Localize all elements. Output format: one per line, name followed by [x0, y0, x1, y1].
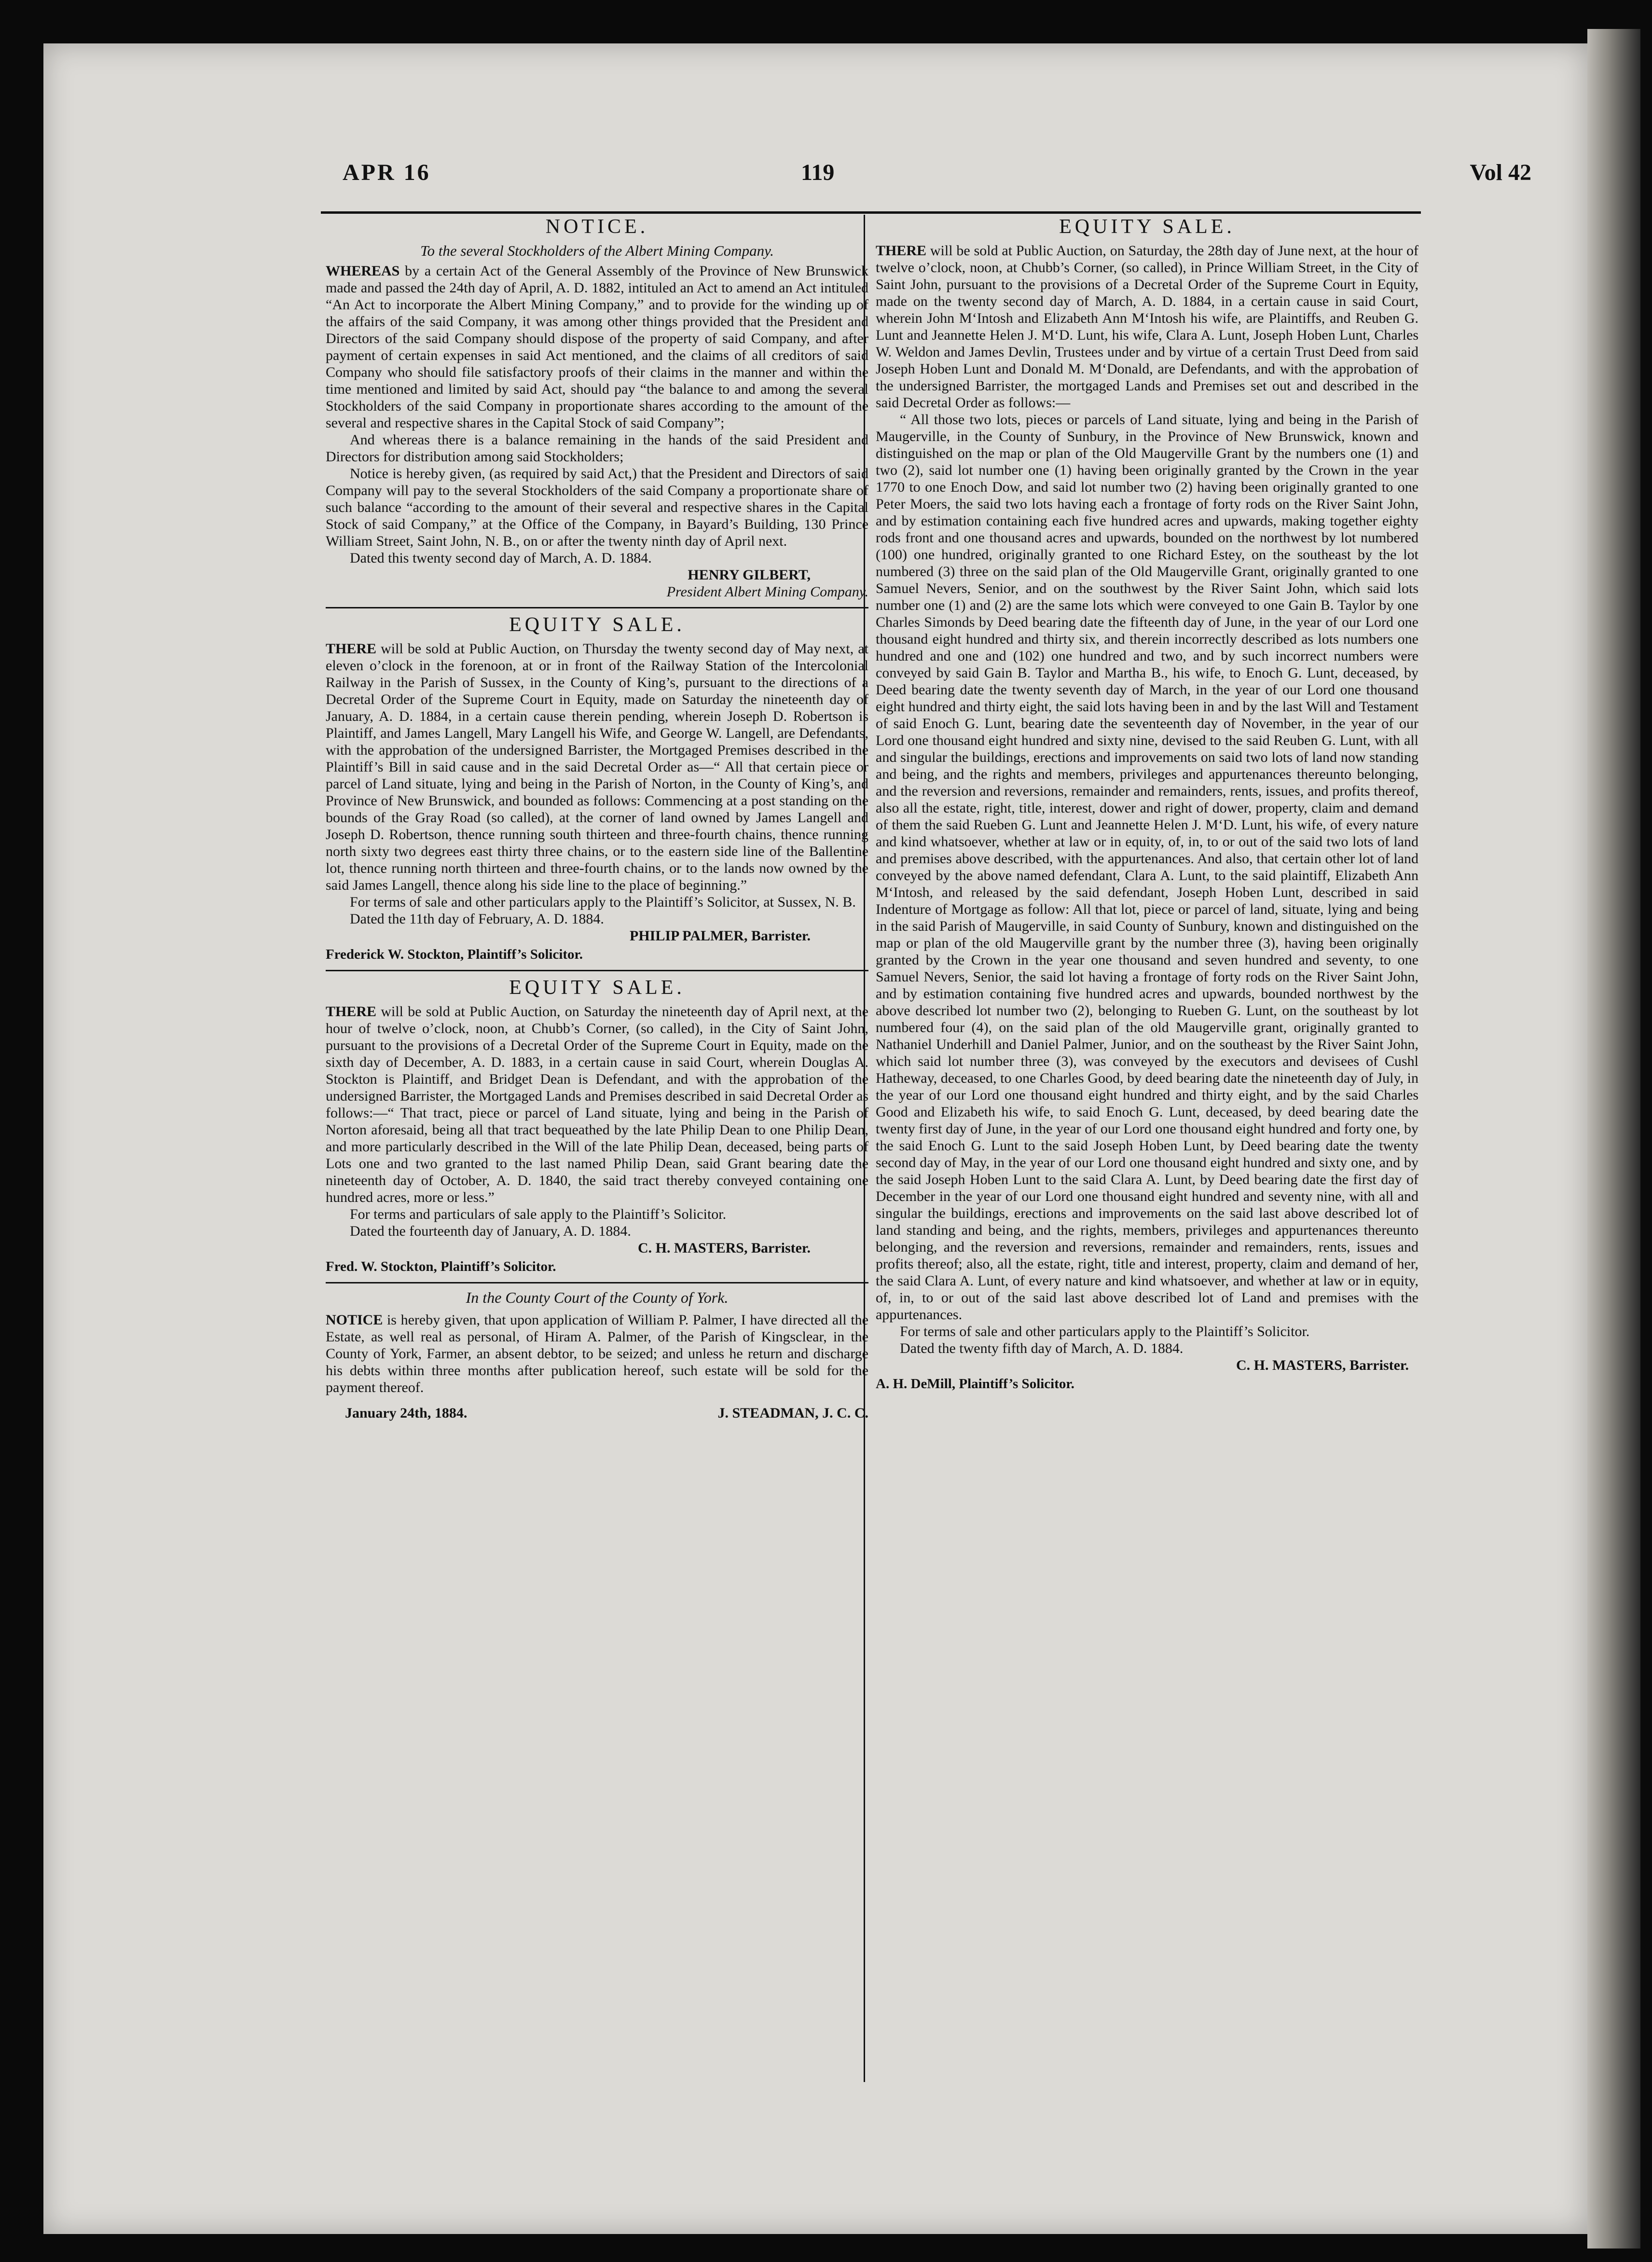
stockholders-notice	[326, 215, 868, 600]
notice-title: NOTICE.	[545, 216, 649, 238]
header-date: APR 16	[343, 160, 431, 185]
equity-title: EQUITY SALE.	[509, 614, 685, 636]
equity-sale-1	[326, 613, 868, 963]
equity-title: EQUITY SALE.	[1059, 216, 1235, 238]
page-edge	[1587, 29, 1640, 2248]
county-paragraph: NOTICE is hereby given, that upon application of William P. Palmer, I have directed all the Estate, as well real as personal, of Hiram A. Palmer, of the Parish of Kingsclear, in the County of York, Farmer, an absent debtor, to be seized; and unless he return and discharge his debts within three months after publication hereof, such estate will be sold for the payment thereof.	[326, 1312, 869, 1395]
equity-title: EQUITY SALE.	[509, 977, 685, 999]
notice-lead: WHEREAS	[326, 263, 400, 279]
equity-sale-2	[326, 976, 868, 1275]
section-divider	[326, 1282, 868, 1283]
equity-solicitor: Fred. W. Stockton, Plaintiff’s Solicitor.	[326, 1259, 556, 1274]
right-column	[876, 212, 1418, 1393]
notice-paragraph: WHEREAS by a certain Act of the General Assembly of the Province of New Brunswick made and passed the 24th day of April, A. D. 1882, intituled an Act to amend an Act intituled “An Act to incorporate the Albert Mining Company,” and to provide for the winding up of the affairs of the said Company, it was among other things provided that the President and Directors of the said Company should dispose of the property of said Company, and after payment of certain expenses in said Act mentioned, and the claims of all creditors of said Company who should file satisfactory proofs of their claims in the manner and within the time mentioned and limited by said Act, should pay “the balance to and among the several Stockholders of the said Company in proportionate shares according to the amount of the several and respective shares in the Capital Stock of said Company”;	[326, 263, 868, 431]
equity-paragraph: “ All those two lots, pieces or parcels of Land situate, lying and being in the Parish of Maugerville, in the County of Sunbury, in the Province of New Brunswick, known and distinguished on the map or plan of the Old Maugerville Grant by the numbers one (1) and two (2), said lot number one (1) having been originally granted by the Crown in the year 1770 to one Enoch Dow, and said lot number two (2) having been originally granted to one Peter Moers, the said two lots having each a frontage of forty rods on the River Saint John, and by estimation containing each five hundred acres and upwards, making together eighty rods front and one thousand acres and upwards, bounded on the northwest by lot numbered (100) one hundred, originally granted to one Richard Estey, on the southeast by the lot numbered (3) three on the said plan of the Old Maugerville Grant, originally granted to one Samuel Nevers, Senior, and on the southwest by the River Saint John, which said lots number one (1) and (2) are the same lots which were conveyed to one Gain B. Taylor by one Charles Simonds by Deed bearing date the fifteenth day of June, in the year of our Lord one thousand eight hundred and thirty six, and therein incorrectly described as lots numbers one hundred and one and (102) one hundred and two, and by such incorrect numbers were conveyed by said Gain B. Taylor and Martha B., his wife, to Enoch G. Lunt, deceased, by Deed bearing date the twenty seventh day of March, in the year of our Lord one thousand eight hundred and thirty eight, the said lots having been in and by the last Will and Testament of said Enoch G. Lunt, bearing date the seventeenth day of November, in the year of our Lord one thousand eight hundred and sixty nine, devised to the said Reuben G. Lunt, with all and singular the buildings, erections and improvements on said two lots of land now standing and being, and the rights and members, privileges and appurtenances thereunto belonging, and the reversion and reversions, remainder and remainders, rents, issues, and profits thereof, also all the estate, right, title, interest, dower and right of dower, property, claim and demand of them the said Rueben G. Lunt and Jeannette Helen J. M‘D. Lunt, his wife, of every nature and kind whatsoever, whether at law or in equity, of, in, to or out of the said two lots of land and premises above described, with the appurtenances. And also, that certain other lot of land conveyed by the above named defendant, Clara A. Lunt, to the said plaintiff, Elizabeth Ann M‘Intosh, and released by the said defendant, Joseph Hoben Lunt, described in said Indenture of Mortgage as follow: All that lot, piece or parcel of land, situate, lying and being in the said Parish of Maugerville, in said County of Sunbury, known and distinguished on the map or plan of the old Maugerville grant by the number three (3), having been originally granted by the Crown in the year one thousand and seven hundred and seventy, to one Samuel Nevers, Senior, the said lot having a frontage of forty rods on the River Saint John, and by estimation containing five hundred acres and upwards, bounded northwest by the above described lot number two (2), belonging to Rueben G. Lunt, on the southeast by lot numbered four (4), on the said plan of the old Maugerville grant, originally granted to Nathaniel Underhill and Daniel Palmer, Junior, and on the southeast by the River Saint John, which said lot number three (3), was conveyed by the executors and devisees of Cushl Hatheway, deceased, to one Charles Good, by deed bearing date the nineteenth day of July, in the year of our Lord one thousand eight hundred and thirty eight, and by the said Charles Good and Elizabeth his wife, to said Enoch G. Lunt, deceased, by deed bearing date the twenty first day of June, in the year of our Lord one thousand eight hundred and forty one, by the said Enoch G. Lunt to the said Joseph Hoben Lunt, by Deed bearing date the twenty second day of May, in the year of our Lord one thousand eight hundred and sixty one, and by the said Joseph Hoben Lunt to the said Clara A. Lunt, by Deed bearing date the first day of December in the year of our Lord one thousand eight hundred and seventy nine, with all and singular the buildings, erections and improvements on the said last above described lot of land standing and being, and the rights, members, privileges and appurtenances thereunto belonging, and the reversion and reversions, remainder and remainders, rents, issues and profits thereof; also, all the estate, right, title and interest, property, claim and demand of her, the said Clara A. Lunt, of every nature and kind whatsoever, and whether at law or in equity, of, in, to or out of the said last above described lot of Land and premises with the appurtenances.	[876, 412, 1418, 1323]
equity-solicitor: A. H. DeMill, Plaintiff’s Solicitor.	[876, 1376, 1074, 1392]
equity-paragraph: For terms of sale and other particulars apply to the Plaintiff’s Solicitor.	[900, 1324, 1310, 1339]
county-signer: J. STEADMAN, J. C. C.	[717, 1405, 868, 1421]
volume-label: Vol 42	[1470, 160, 1531, 185]
equity-solicitor: Frederick W. Stockton, Plaintiff’s Solicitor.	[326, 947, 583, 962]
notice-signer-title: President Albert Mining Company.	[666, 584, 868, 600]
equity-sale-3	[876, 215, 1418, 1393]
equity-dated: Dated the 11th day of February, A. D. 1884.	[350, 911, 604, 927]
notice-subtitle: To the several Stockholders of the Albert Mining Company.	[420, 242, 774, 259]
notice-paragraph: And whereas there is a balance remaining in the hands of the said President and Directors for distribution among said Stockholders;	[326, 432, 868, 465]
notice-dated: Dated this twenty second day of March, A. D. 1884.	[350, 550, 652, 566]
equity-paragraph: THERE will be sold at Public Auction, on Saturday the nineteenth day of April next, at the hour of twelve o’clock, noon, at Chubb’s Corner, (so called), in the City of Saint John, pursuant to the provisions of a Decretal Order of the Supreme Court in Equity, made on the sixth day of December, A. D. 1883, in a certain cause in said Court, wherein Douglas A. Stockton is Plaintiff, and Bridget Dean is Defendant, and with the approbation of the undersigned Barrister, the Mortgaged Lands and Premises described in said Decretal Order as follows:—“ That tract, piece or parcel of Land situate, lying and being in the Parish of Norton aforesaid, being all that tract bequeathed by the late Philip Dean to one Philip Dean, and more particularly described in the Will of the late Philip Dean, deceased, being parts of Lots one and two granted to the last named Philip Dean, said Grant bearing date the nineteenth day of October, A. D. 1840, the said tract thereby conveyed containing one hundred acres, more or less.”	[326, 1004, 868, 1205]
equity-paragraph: For terms and particulars of sale apply to the Plaintiff’s Solicitor.	[350, 1206, 727, 1222]
county-footer	[326, 1405, 868, 1421]
equity-paragraph: THERE will be sold at Public Auction, on Saturday, the 28th day of June next, at the hour of twelve o’clock, noon, at Chubb’s Corner, (so called), in Prince William Street, in the City of Saint John, pursuant to the provisions of a Decretal Order of the Supreme Court in Equity, made on the twenty second day of March, A. D. 1884, in a certain cause in said Court, wherein John M‘Intosh and Elizabeth Ann M‘Intosh his wife, are Plaintiffs, and Reuben G. Lunt and Jeannette Helen J. M‘D. Lunt, his wife, Clara A. Lunt, Joseph Hoben Lunt, Charles W. Weldon and James Devlin, Trustees under and by virtue of a certain Trust Deed from said Joseph Hoben Lunt and Donald M. M‘Donald, are Defendants, and with the approbation of the undersigned Barrister, the mortgaged Lands and Premises set out and described in the said Decretal Order as follows:—	[876, 243, 1419, 411]
section-divider	[326, 970, 868, 971]
equity-signer: PHILIP PALMER, Barrister.	[630, 928, 811, 944]
left-column	[326, 212, 868, 1421]
section-divider	[326, 607, 868, 608]
equity-signer: C. H. MASTERS, Barrister.	[637, 1240, 811, 1256]
notice-signer: HENRY GILBERT,	[688, 567, 811, 583]
equity-signer: C. H. MASTERS, Barrister.	[1236, 1357, 1409, 1373]
equity-dated: Dated the fourteenth day of January, A. D. 1884.	[350, 1223, 631, 1239]
equity-paragraph: For terms of sale and other particulars apply to the Plaintiff’s Solicitor, at Sussex, N. B.	[350, 894, 856, 910]
notice-paragraph: Notice is hereby given, (as required by said Act,) that the President and Directors of said Company will pay to the several Stockholders of the said Company a proportionate share of such balance “according to the amount of their several and respective shares in the Capital Stock of said Company,” at the Office of the Company, in Bayard’s Building, 130 Prince William Street, Saint John, N. B., on or after the twenty ninth day of April next.	[326, 466, 868, 549]
county-date: January 24th, 1884.	[345, 1405, 468, 1421]
page-number: 119	[801, 160, 835, 185]
county-court-notice	[326, 1288, 868, 1421]
equity-paragraph: THERE will be sold at Public Auction, on Thursday the twenty second day of May next, at eleven o’clock in the forenoon, at or in front of the Railway Station of the Intercolonial Railway in the Parish of Sussex, in the County of King’s, pursuant to the directions of a Decretal Order of the Supreme Court in Equity, made on Saturday the nineteenth day of January, A. D. 1884, in a certain cause therein pending, wherein Joseph D. Robertson is Plaintiff, and James Langell, Mary Langell his Wife, and George W. Langell, are Defendants, with the approbation of the undersigned Barrister, the Mortgaged Premises described in the Plaintiff’s Bill in said cause and in the said Decretal Order as—“ All that certain piece or parcel of Land situate, lying and being in the Parish of Norton, in the County of King’s, and Province of New Brunswick, and bounded as follows: Commencing at a post standing on the bounds of the Gray Road (so called), at the corner of land owned by James Langell and Joseph D. Robertson, thence running south thirteen and three-fourth chains, thence running north sixty two degrees east thirty three chains, or to the eastern side line of the Ballentine lot, thence running north thirteen and three-fourth chains, or to the lands now owned by the said James Langell, thence along his side line to the place of beginning.”	[326, 641, 868, 893]
county-title: In the County Court of the County of York.	[466, 1289, 729, 1306]
equity-dated: Dated the twenty fifth day of March, A. D. 1884.	[900, 1340, 1184, 1356]
page-header	[304, 159, 1531, 203]
